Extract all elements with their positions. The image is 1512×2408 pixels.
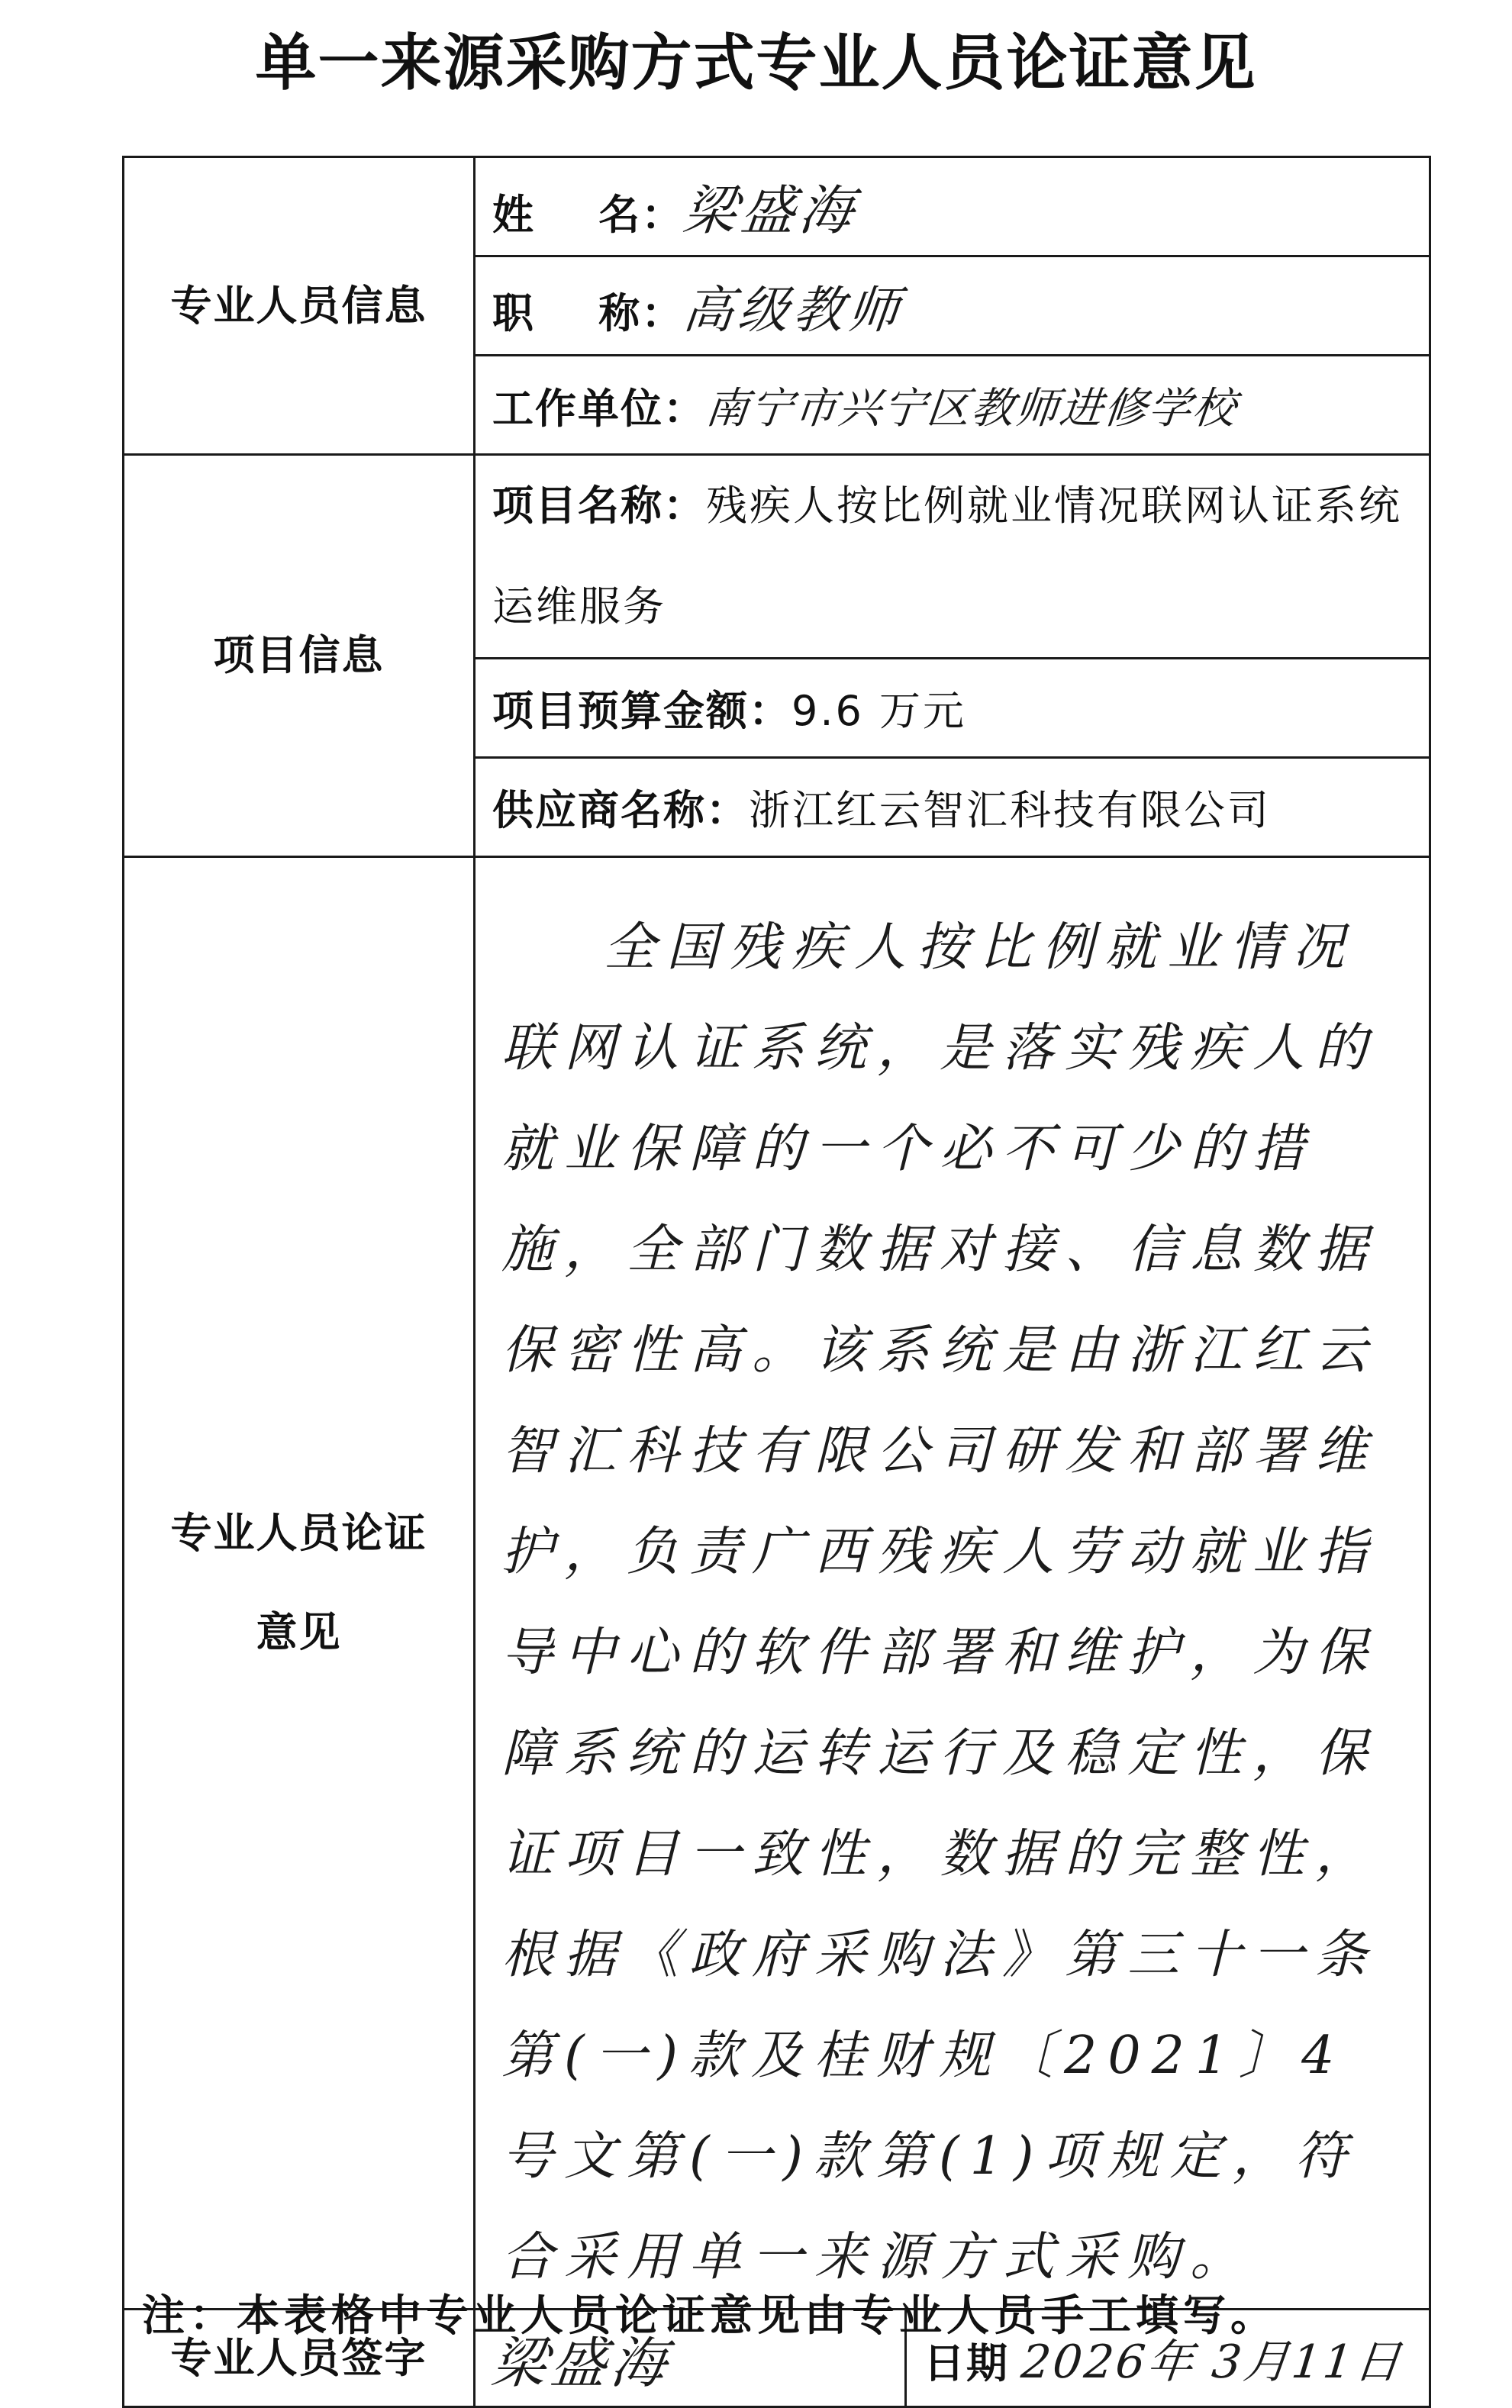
section-signature: 专业人员签字 — [124, 2310, 475, 2407]
title-value: 高级教师 — [680, 281, 907, 340]
form-table — [122, 156, 1431, 2408]
footnote: 注：本表格中专业人员论证意见由专业人员手工填写。 — [142, 2291, 1278, 2341]
unit-value: 南宁市兴宁区教师进修学校 — [703, 383, 1240, 434]
opinion-text: 全国残疾人按比例就业情况联网认证系统，是落实残疾人的就业保障的一个必不可少的措施，全部门数据对接、信息数据保密性高。该系统是由浙江红云智汇科技有限公司研发和部署维护，负责广西残疾人劳动就业指导中心的软件部署和维护，为保障系统的运转运行及稳定性，保证项目一致性，数据的完整性，根据《政府采购法》第三十一条第(一)款及桂财规〔2021〕4号文第(一)款第(1)项规定，符合采用单一来源方式采购。 — [475, 857, 1430, 2310]
unit-label: 工作单位： — [492, 384, 706, 433]
unit-row — [475, 356, 1430, 455]
signature-value: 梁盛海 — [488, 2330, 674, 2395]
budget-value: 9.6 万元 — [791, 687, 967, 735]
date-label: 日期 — [924, 2339, 1009, 2387]
name-label: 姓 名： — [492, 191, 685, 239]
title-row — [475, 256, 1430, 356]
budget-label: 项目预算金额： — [492, 687, 791, 735]
supplier-row — [475, 758, 1430, 857]
supplier-value: 浙江红云智汇科技有限公司 — [749, 786, 1271, 834]
date-value: 2026年 3月11日 — [1018, 2335, 1406, 2389]
section-personnel-info: 专业人员信息 — [124, 157, 475, 455]
section-opinion: 专业人员论证 意见 — [124, 857, 475, 2310]
title-label: 职 称： — [492, 289, 685, 337]
name-row — [475, 157, 1430, 256]
supplier-label: 供应商名称： — [492, 786, 749, 834]
name-value: 梁盛海 — [680, 179, 861, 242]
project-name-value: 残疾人按比例就业情况联网认证系统运维服务 — [492, 482, 1402, 630]
project-name-label: 项目名称： — [492, 482, 706, 530]
section-project-info: 项目信息 — [124, 455, 475, 857]
page-title: 单一来源采购方式专业人员论证意见 — [255, 27, 1257, 98]
project-name-row — [475, 455, 1430, 659]
budget-row — [475, 659, 1430, 758]
